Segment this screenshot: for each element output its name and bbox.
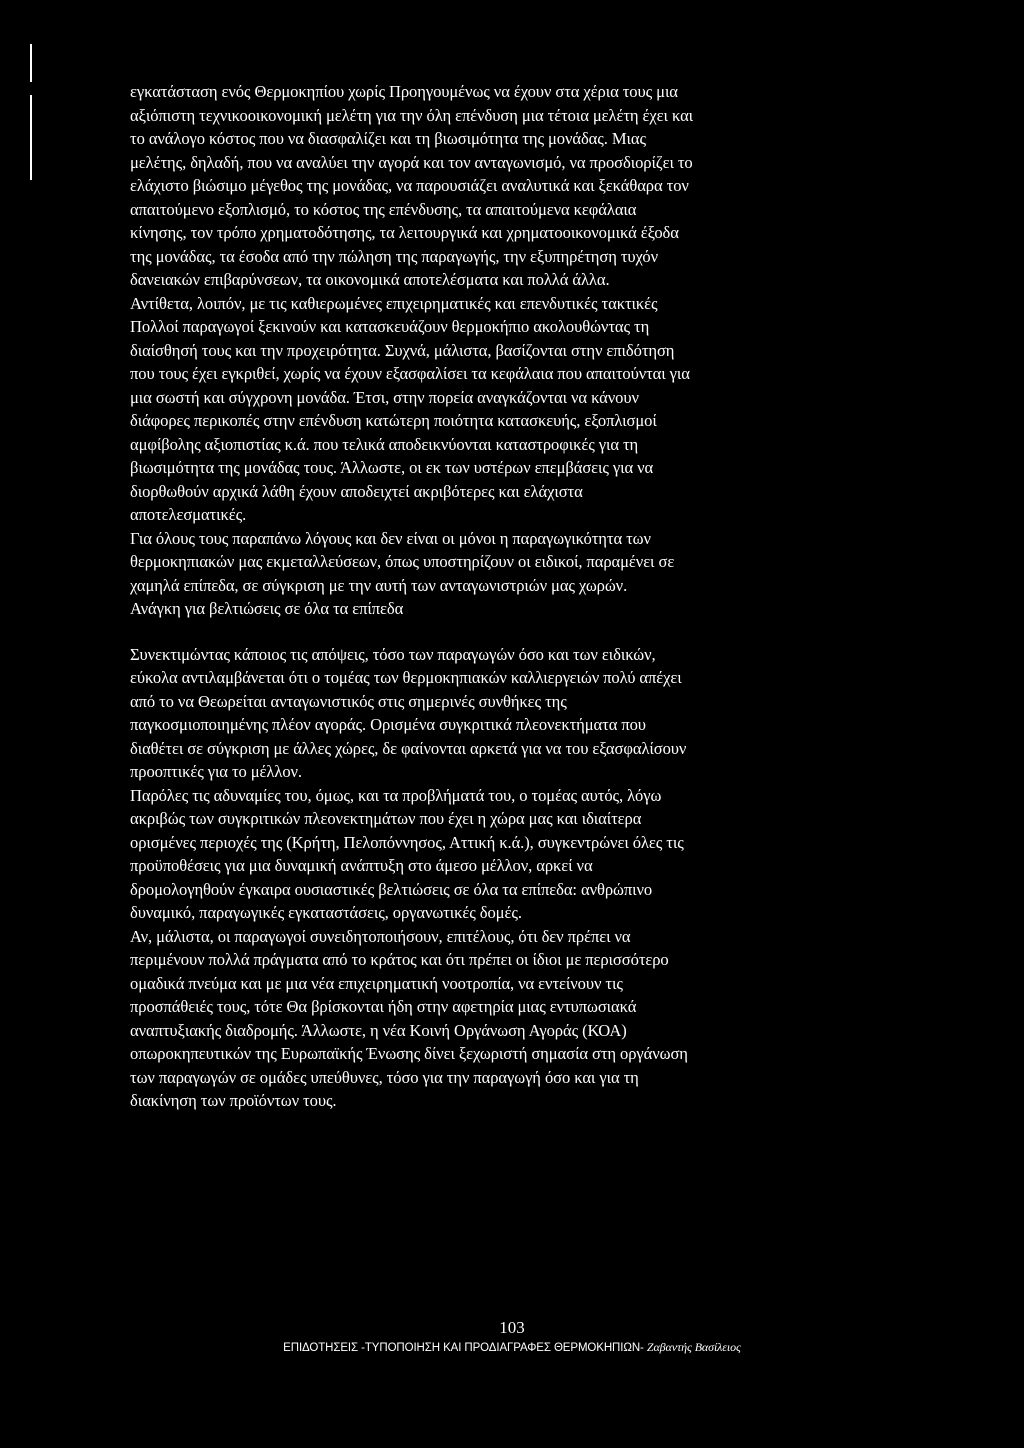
text-line: δανειακών επιβαρύνσεων, τα οικονομικά αποτελέσματα και πολλά άλλα.	[130, 270, 610, 289]
text-line: απαιτούμενο εξοπλισμό, το κόστος της επένδυσης, τα απαιτούμενα κεφάλαια	[130, 199, 637, 219]
text-line: διακίνηση των προϊόντων τους.	[130, 1091, 337, 1110]
text-line: της μονάδας, τα έσοδα από την πώληση της παραγωγής, την εξυπηρέτηση τυχόν	[130, 246, 659, 266]
text-line: προϋποθέσεις για μια δυναμική ανάπτυξη στο άμεσο μέλλον, αρκεί να	[130, 856, 593, 875]
page-body	[130, 80, 850, 1113]
text-line: αξιόπιστη τεχνικοοικονομική μελέτη για την όλη επένδυση μια τέτοια μελέτη έχει και	[130, 105, 694, 125]
text-line: Παρόλες τις αδυναμίες του, όμως, και τα προβλήματά του, ο τομέας αυτός, λόγω	[130, 785, 662, 805]
text-line: προσπάθειές τους, τότε Θα βρίσκονται ήδη στην αφετηρία μιας εντυπωσιακά	[130, 997, 637, 1016]
text-line: δρομολογηθούν έγκαιρα ουσιαστικές βελτιώσεις σε όλα τα επίπεδα: ανθρώπινο	[130, 879, 653, 899]
text-line: κίνησης, τον τρόπο χρηματοδότησης, τα λειτουργικά και χρηματοοικονομικά έξοδα	[130, 223, 679, 242]
text-line: ορισμένες περιοχές της (Κρήτη, Πελοπόννησος, Αττική κ.ά.), συγκεντρώνει όλες τις	[130, 832, 684, 852]
text-line: αναπτυξιακής διαδρομής. Άλλωστε, η νέα Κοινή Οργάνωση Αγοράς (ΚΟΑ)	[130, 1020, 627, 1040]
text-line: χαμηλά επίπεδα, σε σύγκριση με την αυτή των ανταγωνιστριών μας χωρών.	[130, 575, 628, 595]
text-block-1	[130, 80, 850, 621]
footer-author: Ζαβαντής Βασίλειος	[646, 1340, 741, 1354]
text-line: από το να Θεωρείται ανταγωνιστικός στις σημερινές συνθήκες της	[130, 691, 567, 711]
margin-rule-bottom	[30, 95, 32, 180]
text-line: αμφίβολης αξιοπιστίας κ.ά. που τελικά αποδεικνύονται καταστροφικές για τη	[130, 434, 639, 454]
text-line: παγκοσμιοποιημένης πλέον αγοράς. Ορισμένα συγκριτικά πλεονεκτήματα που	[130, 715, 646, 734]
text-line: περιμένουν πολλά πράγματα από το κράτος και ότι πρέπει οι ίδιοι με περισσότερο	[130, 950, 669, 969]
text-line: βιωσιμότητα της μονάδας τους. Άλλωστε, οι εκ των υστέρων επεμβάσεις για να	[130, 458, 654, 477]
text-line: Πολλοί παραγωγοί ξεκινούν και κατασκευάζουν θερμοκήπιο ακολουθώντας τη	[130, 317, 650, 336]
text-line: θερμοκηπιακών μας εκμεταλλεύσεων, όπως υποστηρίζουν οι ειδικοί, παραμένει σε	[130, 552, 675, 571]
text-line: διάφορες περικοπές στην επένδυση κατώτερη ποιότητα κατασκευής, εξοπλισμοί	[130, 411, 657, 430]
text-line: προοπτικές για το μέλλον.	[130, 762, 302, 781]
text-line: μελέτης, δηλαδή, που να αναλύει την αγορά και τον ανταγωνισμό, να προσδιορίζει το	[130, 152, 693, 172]
text-line: οπωροκηπευτικών της Ευρωπαϊκής Ένωσης δίνει ξεχωριστή σημασία στη οργάνωση	[130, 1044, 688, 1063]
text-line: Αν, μάλιστα, οι παραγωγοί συνειδητοποιήσουν, επιτέλους, ότι δεν πρέπει να	[130, 926, 631, 946]
text-line: Ανάγκη για βελτιώσεις σε όλα τα επίπεδα	[130, 599, 404, 618]
page-number: 103	[499, 1318, 525, 1337]
text-line: εγκατάσταση ενός Θερμοκηπίου χωρίς Προηγουμένως να έχουν στα χέρια τους μια	[130, 82, 678, 101]
text-line: εύκολα αντιλαμβάνεται ότι ο τομέας των θερμοκηπιακών καλλιεργειών πολύ απέχει	[130, 668, 682, 687]
text-line: που τους έχει εγκριθεί, χωρίς να έχουν εξασφαλίσει τα κεφάλαια που απαιτούνται για	[130, 364, 690, 383]
text-line: διορθωθούν αρχικά λάθη έχουν αποδειχτεί ακριβότερες και ελάχιστα	[130, 481, 583, 501]
text-line: ελάχιστο βιώσιμο μέγεθος της μονάδας, να παρουσιάζει αναλυτικά και ξεκάθαρα τον	[130, 176, 689, 195]
text-line: μια σωστή και σύγχρονη μονάδα. Έτσι, στην πορεία αναγκάζονται να κάνουν	[130, 387, 639, 407]
text-block-2	[130, 643, 850, 1113]
text-line: Για όλους τους παραπάνω λόγους και δεν είναι οι μόνοι η παραγωγικότητα των	[130, 528, 651, 548]
text-line: αποτελεσματικές.	[130, 505, 247, 524]
text-line: ακριβώς των συγκριτικών πλεονεκτημάτων που έχει η χώρα μας και ιδιαίτερα	[130, 809, 642, 828]
footer-title-text: ΕΠΙΔΟΤΗΣΕΙΣ -ΤΥΠΟΠΟΙΗΣΗ ΚΑΙ ΠΡΟΔΙΑΓΡΑΦΕΣ ΘΕΡΜΟΚΗΠΙΩΝ-	[283, 1342, 644, 1354]
text-line: των παραγωγών σε ομάδες υπεύθυνες, τόσο για την παραγωγή όσο και για τη	[130, 1067, 639, 1087]
text-line: Αντίθετα, λοιπόν, με τις καθιερωμένες επιχειρηματικές και επενδυτικές τακτικές	[130, 293, 658, 313]
text-line: δυναμικό, παραγωγικές εγκαταστάσεις, οργανωτικές δομές.	[130, 903, 522, 922]
text-line: το ανάλογο κόστος που να διασφαλίζει και τη βιωσιμότητα της μονάδας. Μιας	[130, 129, 646, 148]
text-line: διαθέτει σε σύγκριση με άλλες χώρες, δε φαίνονται αρκετά για να του εξασφαλίσουν	[130, 738, 687, 758]
text-line: διαίσθησή τους και την προχειρότητα. Συχνά, μάλιστα, βασίζονται στην επιδότηση	[130, 340, 675, 360]
text-line: Συνεκτιμώντας κάποιος τις απόψεις, τόσο των παραγωγών όσο και των ειδικών,	[130, 644, 656, 664]
margin-rule-top	[30, 44, 32, 82]
text-line: ομαδικά πνεύμα και με μια νέα επιχειρηματική νοοτροπία, να εντείνουν τις	[130, 973, 623, 993]
footer-title	[0, 1340, 1024, 1355]
